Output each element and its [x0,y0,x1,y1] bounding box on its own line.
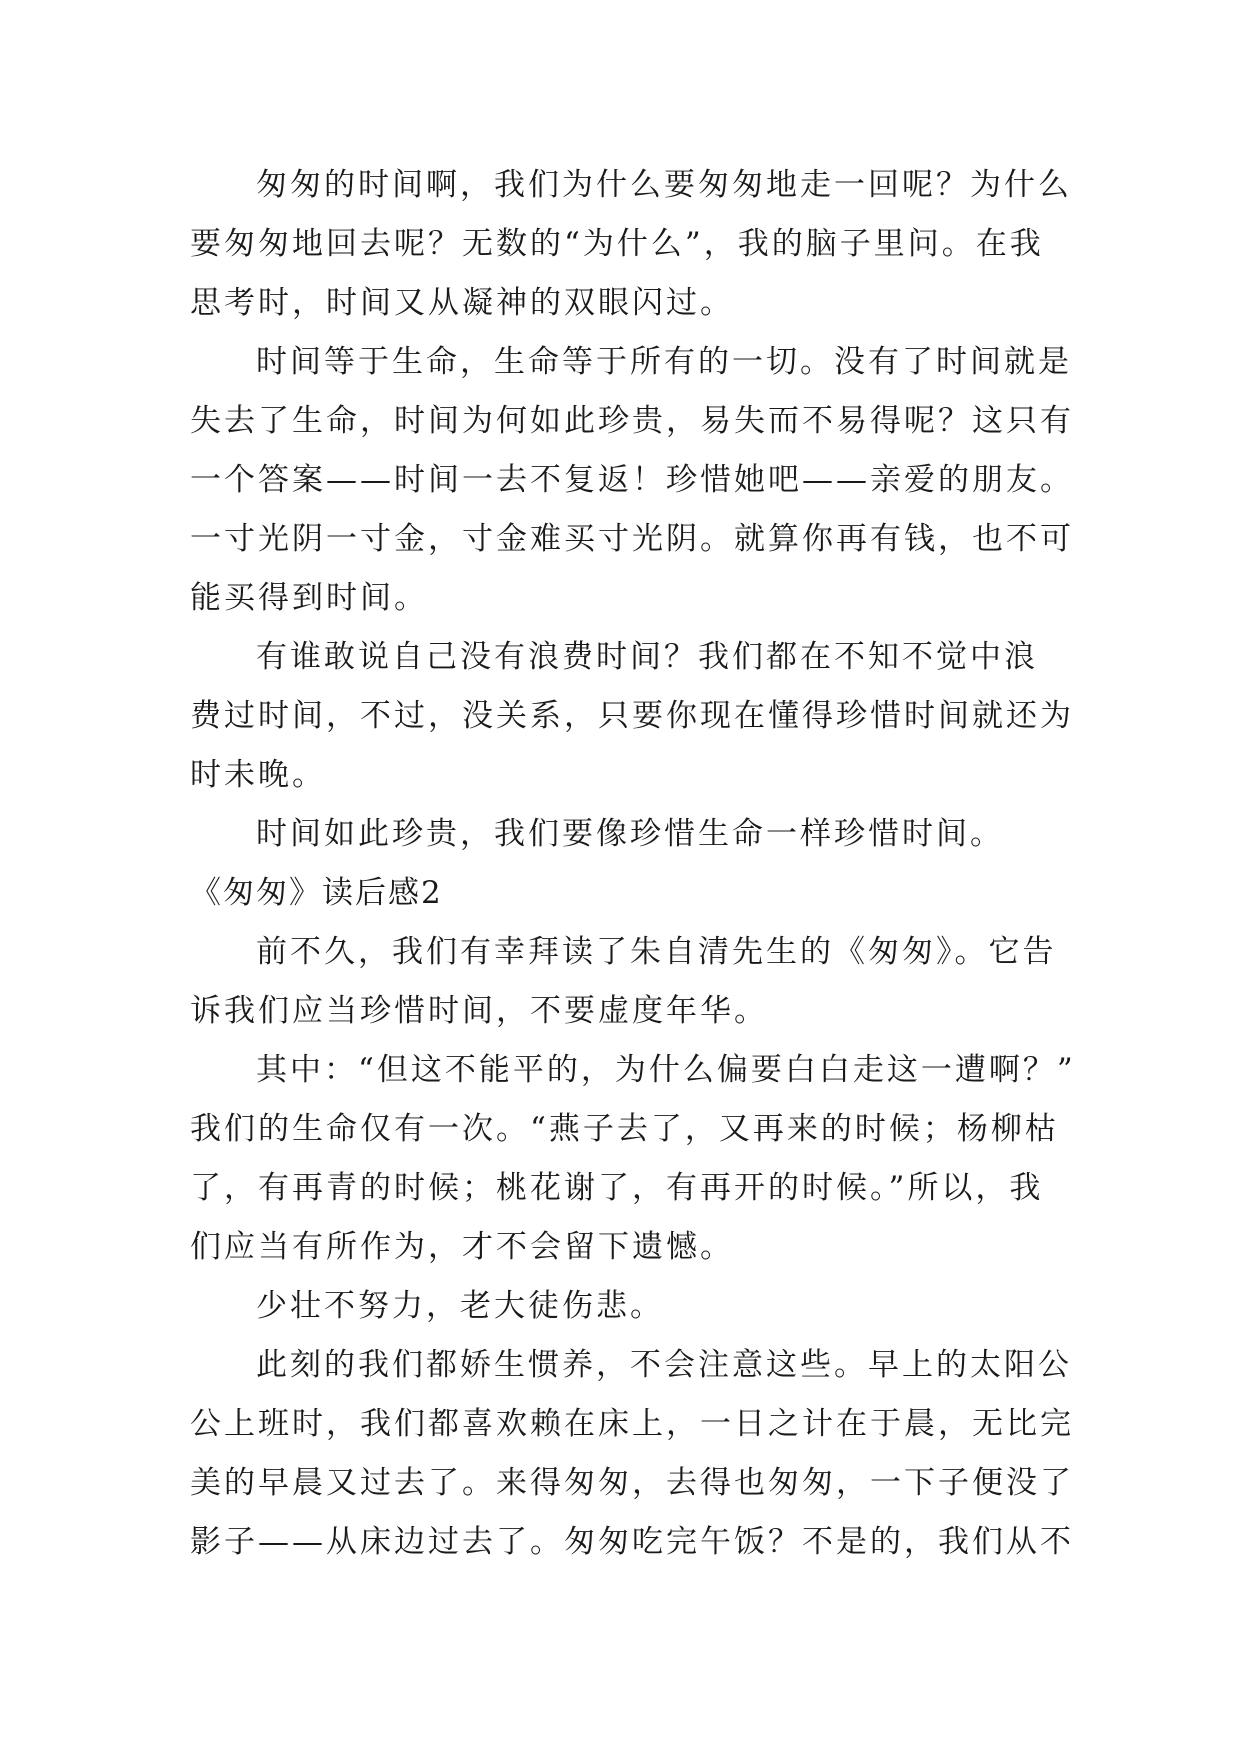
paragraph-line: 时间如此珍贵，我们要像珍惜生命一样珍惜时间。 [256,816,1004,852]
document-body [190,156,1076,1572]
paragraph-line: 了，有再青的时候；桃花谢了，有再开的时候。”所以，我 [190,1170,1044,1206]
paragraph-line: 诉我们应当珍惜时间，不要虚度年华。 [190,993,768,1029]
paragraph-line: 美的早晨又过去了。来得匆匆，去得也匆匆，一下子便没了 [190,1465,1074,1501]
paragraph-line: 匆匆的时间啊，我们为什么要匆匆地走一回呢？为什么 [256,167,1072,203]
paragraph-line: 有谁敢说自己没有浪费时间？我们都在不知不觉中浪 [256,639,1038,675]
paragraph-line: 影子——从床边过去了。匆匆吃完午饭？不是的，我们从不 [190,1524,1074,1560]
paragraph-line: 时未晚。 [190,757,326,793]
paragraph-line: 们应当有所作为，才不会留下遗憾。 [190,1229,734,1265]
paragraph-line: 少壮不努力，老大徒伤悲。 [256,1288,664,1324]
paragraph-line: 我们的生命仅有一次。“燕子去了，又再来的时候；杨柳枯 [190,1111,1059,1147]
paragraph-line: 公上班时，我们都喜欢赖在床上，一日之计在于晨，无比完 [190,1406,1074,1442]
paragraph-line: 此刻的我们都娇生惯养，不会注意这些。早上的太阳公 [256,1347,1072,1383]
paragraph-line: 一个答案——时间一去不复返！珍惜她吧——亲爱的朋友。 [190,462,1074,498]
paragraph-line: 一寸光阴一寸金，寸金难买寸光阴。就算你再有钱，也不可 [190,521,1074,557]
paragraph-line: 能买得到时间。 [190,580,428,616]
paragraph-line: 前不久，我们有幸拜读了朱自清先生的《匆匆》。它告 [256,934,1057,970]
paragraph-line: 失去了生命，时间为何如此珍贵，易失而不易得呢？这只有 [190,403,1074,439]
paragraph-line: 其中：“但这不能平的，为什么偏要白白走这一遭啊？” [256,1052,1076,1088]
paragraph-line: 要匆匆地回去呢？无数的“为什么”，我的脑子里问。在我 [190,226,1044,262]
paragraph-line: 思考时，时间又从凝神的双眼闪过。 [190,285,734,321]
paragraph-line: 时间等于生命，生命等于所有的一切。没有了时间就是 [256,344,1072,380]
paragraph-line: 费过时间，不过，没关系，只要你现在懂得珍惜时间就还为 [190,698,1074,734]
section-heading: 《匆匆》读后感2 [190,875,443,911]
